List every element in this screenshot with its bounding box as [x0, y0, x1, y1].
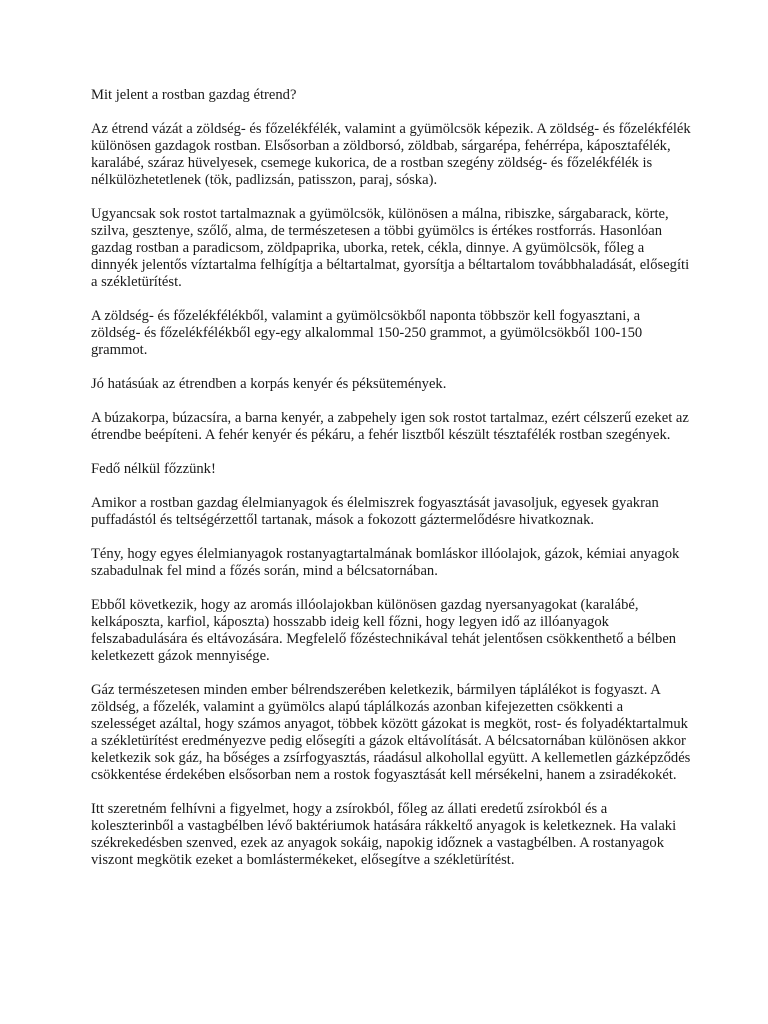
paragraph-cooking-technique: Ebből következik, hogy az aromás illóolajokban különösen gazdag nyersanyagokat (karalábé, kelkáposzta, karfiol, káposzta) hosszabb ideig kell főzni, hogy legyen idő az illóanyagok felszabadulására és eltávozására. Megfelelő főzéstechnikával tehát jelentősen csökkenthető a bélben keletkezett gázok mennyisége. — [91, 597, 677, 664]
paragraph-wheat-bran: A búzakorpa, búzacsíra, a barna kenyér, a zabpehely igen sok rostot tartalmaz, ezért célszerű ezeket az étrendbe beépíteni. A fehér kenyér és pékáru, a fehér lisztből készült tésztafélék rostban szegények. — [91, 410, 689, 443]
paragraph-daily-intake: A zöldség- és főzelékfélékből, valamint a gyümölcsökből naponta többször kell fogyasztani, a zöldség- és főzelékfélékből egy-egy alkalommal 150-250 grammot, a gyümölcsökből 100-150 grammot. — [91, 308, 643, 358]
paragraph-decomposition: Tény, hogy egyes élelmianyagok rostanyagtartalmának bomláskor illóolajok, gázok, kémiai anyagok szabadulnak fel mind a főzés során, mind a bélcsatornában. — [91, 546, 680, 579]
paragraph-fats-warning: Itt szeretném felhívni a figyelmet, hogy a zsírokból, főleg az állati eredetű zsírokból és a koleszterinből a vastagbélben lévő baktériumok hatására rákkeltő anyagok is keletkeznek. Ha valaki székrekedésben szenved, ezek az anyagok sokáig, napokig időznek a vastagbélben. A rostanyagok viszont megkötik ezeket a bomlástermékeket, elősegítve a székletürítést. — [91, 801, 677, 868]
document-body — [91, 87, 691, 886]
paragraph-vegetables: Az étrend vázát a zöldség- és főzelékfélék, valamint a gyümölcsök képezik. A zöldség- és főzelékfélék különösen gazdagok rostban. Elsősorban a zöldborsó, zöldbab, sárgarépa, fehérrépa, káposztafélék, karalábé, száraz hüvelyesek, csemege kukorica, de a rostban szegény zöldség- és főzelékfélék is nélkülözhetetlenek (tök, padlizsán, patisszon, paraj, sóska). — [91, 121, 691, 188]
document-title: Mit jelent a rostban gazdag étrend? — [91, 87, 297, 103]
paragraph-bloating: Amikor a rostban gazdag élelmianyagok és élelmiszrek fogyasztását javasoljuk, egyesek gyakran puffadástól és teltségérzettől tartanak, mások a fokozott gáztermelődésre hivatkoznak. — [91, 495, 659, 528]
paragraph-gas-formation: Gáz természetesen minden ember bélrendszerében keletkezik, bármilyen táplálékot is fogyaszt. A zöldség, a főzelék, valamint a gyümölcs alapú táplálkozás azonban kifejezetten csökkenti a szelességet azáltal, hogy számos anyagot, többek között gázokat is megköt, rost- és folyadéktartalmuk a székletürítést eredményezve pedig elősegíti a gázok eltávolítását. A bélcsatornában különösen akkor keletkezik sok gáz, ha bőséges a zsírfogyasztás, ráadásul alkohollal együtt. A kellemetlen gázképződés csökkentése érdekében elsősorban nem a rostok fogyasztását kell mérsékelni, hanem a zsiradékokét. — [91, 682, 691, 783]
paragraph-bran-bread: Jó hatásúak az étrendben a korpás kenyér és péksütemények. — [91, 376, 447, 392]
paragraph-fruits: Ugyancsak sok rostot tartalmaznak a gyümölcsök, különösen a málna, ribiszke, sárgabarack, körte, szilva, gesztenye, szőlő, alma, de természetesen a többi gyümölcs is értékes rostforrás. Hasonlóan gazdag rostban a paradicsom, zöldpaprika, uborka, retek, cékla, dinnye. A gyümölcsök, főleg a dinnyék jelentős víztartalma felhígítja a béltartalmat, gyorsítja a béltartalom továbbhaladását, elősegíti a székletürítést. — [91, 206, 690, 290]
section-heading-cooking: Fedő nélkül főzzünk! — [91, 461, 216, 477]
